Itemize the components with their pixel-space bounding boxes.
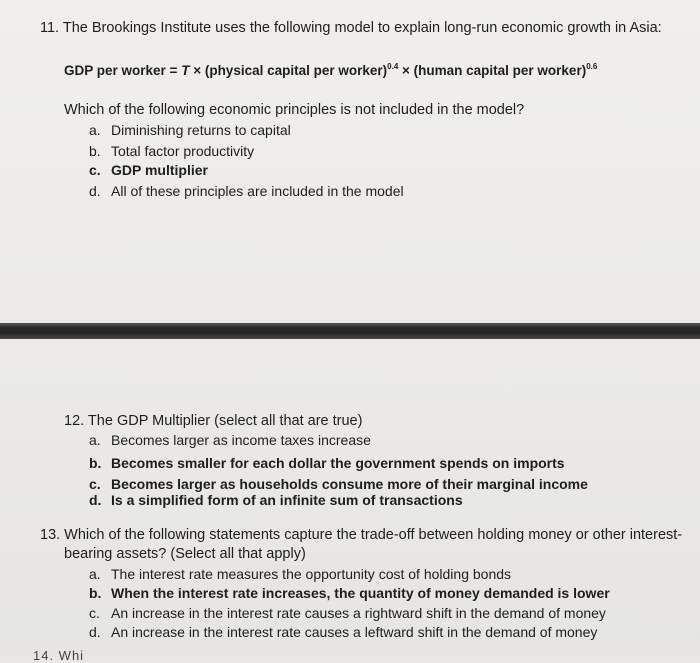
option-letter: b. [89,585,102,601]
option-text: GDP multiplier [111,162,208,178]
option-text: Becomes larger as income taxes increase [111,432,371,448]
q11-formula [64,62,597,78]
q14-cut-off-text: 14. Whi [33,648,85,663]
option-text: An increase in the interest rate causes a leftward shift in the demand of money [111,624,598,640]
option-text: The interest rate measures the opportunity cost of holding bonds [111,566,512,582]
option-letter: a. [89,432,101,448]
option-text: Becomes larger as households consume more of their marginal income [111,476,588,492]
q11-question: Which of the following economic principles is not included in the model? [64,102,525,118]
q11-option-a[interactable] [89,122,291,138]
option-text: Diminishing returns to capital [111,122,291,138]
option-letter: b. [89,455,102,471]
option-text: All of these principles are included in the model [111,183,404,199]
formula-part2: × (human capital per worker) [398,63,587,78]
formula-exp2: 0.6 [586,62,598,71]
q11-title: 11. The Brookings Institute uses the following model to explain long-run economic growth in Asia: [40,20,662,36]
option-letter: d. [89,492,102,508]
q12-option-a[interactable] [89,432,371,448]
option-text: An increase in the interest rate causes a rightward shift in the demand of money [111,605,606,621]
option-letter: d. [89,183,101,199]
q11-option-d[interactable] [89,183,404,199]
formula-lhs: GDP per worker = [64,63,182,78]
formula-exp1: 0.4 [387,62,399,71]
formula-t: T [181,63,190,78]
q13-option-d[interactable] [89,624,597,640]
q12-option-d[interactable] [89,492,463,508]
option-letter: c. [89,605,100,621]
q13-title-line2: bearing assets? (Select all that apply) [64,546,306,562]
option-letter: a. [89,566,101,582]
option-text: Becomes smaller for each dollar the government spends on imports [111,455,565,471]
option-letter: c. [89,162,101,178]
q13-option-a[interactable] [89,566,511,582]
q12-option-b[interactable] [89,455,565,471]
option-letter: c. [89,476,101,492]
option-text: Is a simplified form of an infinite sum of transactions [111,492,463,508]
q11-option-b[interactable] [89,143,254,159]
option-text: When the interest rate increases, the quantity of money demanded is lower [111,585,610,601]
q11-option-c[interactable] [89,162,208,178]
q13-option-c[interactable] [89,605,606,621]
option-letter: a. [89,122,101,138]
q13-title-line1: 13. Which of the following statements capture the trade-off between holding money or other interest- [40,527,683,543]
option-letter: d. [89,624,101,640]
q12-option-c[interactable] [89,476,588,492]
q12-title: 12. The GDP Multiplier (select all that are true) [64,413,363,429]
page-divider [0,323,700,339]
formula-part1: × (physical capital per worker) [189,63,388,78]
option-letter: b. [89,143,101,159]
q13-option-b[interactable] [89,585,610,601]
option-text: Total factor productivity [111,143,255,159]
